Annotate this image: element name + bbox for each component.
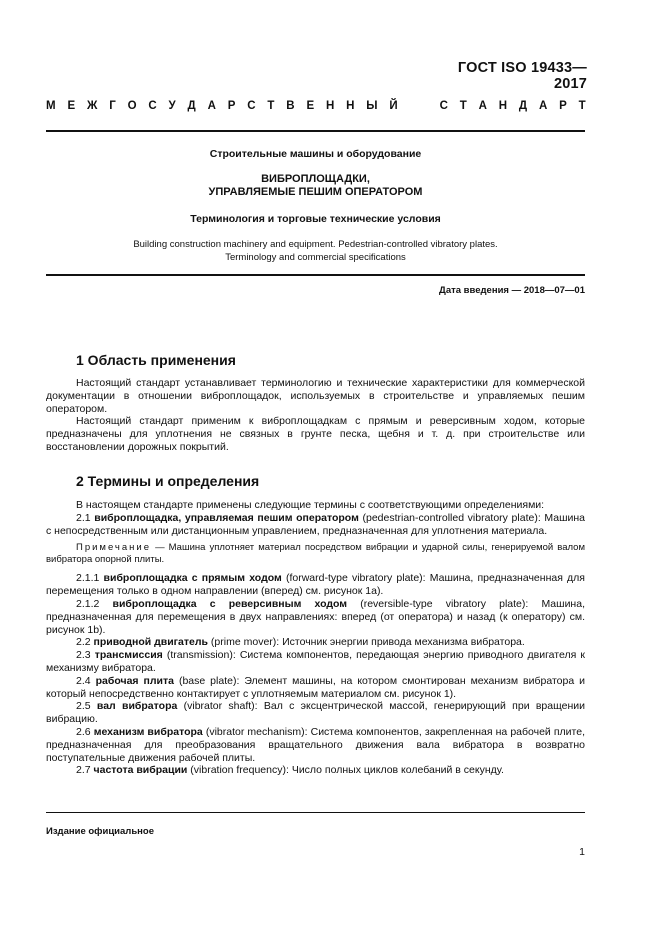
section2-intro: В настоящем стандарте применены следующие термины с соответствующими определениями:: [76, 499, 545, 511]
banner-letter: Р: [559, 100, 567, 112]
note-text: — Машина уплотняет материал посредством вибрации и ударной силы, генерируемой валом вибратора опорной плиты.: [46, 542, 585, 566]
section1-paragraph1: Настоящий стандарт устанавливает терминологию и технические характеристики для коммерческой документации в отношении виброплощадок, используемых в строительстве и управляемых пешим оператором.: [46, 377, 585, 415]
banner-letter: Н: [498, 100, 508, 112]
main-title: [46, 173, 585, 199]
banner-letter: Ы: [366, 100, 378, 112]
official-edition: Издание официальное: [46, 826, 154, 837]
term-name: приводной двигатель: [93, 636, 209, 649]
term-number: 2.3: [76, 649, 95, 662]
banner-letter: Д: [187, 100, 196, 112]
section2-body: [46, 499, 585, 777]
term-name: рабочая плита: [95, 674, 174, 687]
section1-paragraph2: Настоящий стандарт применим к виброплощадкам с прямым и реверсивным ходом, которые предназначены для уплотнения не связных в грунте песка, щебня и т. д. при строительстве или восстановлении дорожных покрытий.: [46, 415, 585, 453]
banner-letter: Т: [459, 100, 467, 112]
term-definition: (prime mover): Источник энергии привода механизма вибратора.: [208, 636, 525, 649]
term-definition: (vibration frequency): Число полных циклов колебаний в секунду.: [187, 764, 504, 777]
main-title-line2: УПРАВЛЯЕМЫЕ ПЕШИМ ОПЕРАТОРОМ: [208, 186, 423, 198]
english-title-line2: Terminology and commercial specifications: [225, 252, 406, 263]
banner-letter: Й: [389, 100, 398, 112]
note-label: Примечание: [76, 542, 151, 554]
top-rule: [46, 130, 585, 132]
introduction-date: Дата введения — 2018—07—01: [439, 285, 585, 296]
banner-letter: О: [127, 100, 137, 112]
banner-letter: Г: [109, 100, 116, 112]
banner-letter: С: [439, 100, 448, 112]
subtitle: Терминология и торговые технические условия: [190, 213, 441, 225]
term-name: виброплощадка, управляемая пешим оператором: [94, 511, 359, 524]
banner-letter: В: [286, 100, 295, 112]
banner-letter: Ж: [86, 100, 98, 112]
banner-letter: Н: [325, 100, 335, 112]
section1-heading: 1 Область применения: [76, 352, 236, 368]
banner-letter: Т: [267, 100, 275, 112]
section1-body: [46, 377, 585, 454]
term-number: 2.2: [76, 636, 94, 649]
banner-letter: Е: [67, 100, 76, 112]
term-2-1-2: [46, 598, 585, 636]
banner-letter: А: [538, 100, 548, 112]
term-number: 2.1.1: [76, 572, 104, 585]
section2-heading: 2 Термины и определения: [76, 473, 260, 489]
banner-letter: А: [207, 100, 216, 112]
term-name: виброплощадка с реверсивным ходом: [112, 597, 348, 610]
page-number: 1: [579, 846, 585, 858]
term-2-1: [46, 512, 585, 538]
banner-letter: Е: [306, 100, 315, 112]
term-definition: (transmission): Система компонентов, передающая энергию приводного двигателя к механизму вибратора.: [46, 649, 585, 674]
term-number: 2.7: [76, 764, 94, 777]
banner-letter: Т: [578, 100, 586, 112]
term-2-5: [46, 700, 585, 726]
banner-letter: Д: [518, 100, 528, 112]
term-2-2: [46, 636, 585, 649]
banner-letter: С: [247, 100, 256, 112]
banner-letter: М: [46, 100, 56, 112]
banner-letter: У: [168, 100, 176, 112]
term-number: 2.1: [76, 511, 95, 524]
banner-letter: [409, 100, 412, 112]
term-definition: (base plate): Элемент машины, на котором смонтирован механизм вибратора и который непосредственно контактирует с уплотняемым материалом см. рисунок 1).: [46, 674, 586, 700]
term-name: механизм вибратора: [93, 725, 203, 738]
footer-rule: [46, 812, 585, 813]
term-definition: (vibrator shaft): Вал с эксцентрической массой, генерирующий при вращении вибрацию.: [46, 700, 585, 726]
banner-letter: С: [148, 100, 157, 112]
banner-letter: Р: [227, 100, 236, 112]
term-definition: (pedestrian-controlled vibratory plate): Машина с непосредственным или дистанционным управлением, предназначенная для уплотнения материала.: [46, 511, 585, 537]
term-2-4: [46, 675, 585, 701]
term-name: трансмиссия: [94, 649, 163, 662]
term-2-1-1: [46, 572, 585, 598]
interstate-standard-banner: [46, 100, 586, 112]
category-title: Строительные машины и оборудование: [209, 148, 422, 160]
term-definition: (reversible-type vibratory plate): Машина, предназначенная для перемещения в двух направлениях: вперед (от оператора) и назад (к оператору) см. рисунок 1b).: [46, 597, 585, 636]
english-title: [46, 238, 585, 264]
note: [46, 542, 585, 566]
title-rule: [46, 274, 585, 276]
banner-letter: Н: [346, 100, 355, 112]
term-2-3: [46, 649, 585, 675]
term-name: частота вибрации: [93, 764, 188, 777]
banner-letter: А: [478, 100, 487, 112]
term-name: вал вибратора: [96, 700, 178, 713]
term-2-7: [46, 764, 585, 777]
term-number: 2.6: [76, 725, 94, 738]
english-title-line1: Building construction machinery and equipment. Pedestrian-controlled vibratory plates.: [133, 239, 498, 250]
term-number: 2.5: [76, 700, 97, 713]
term-number: 2.1.2: [76, 597, 113, 610]
term-name: виброплощадка с прямым ходом: [103, 572, 282, 585]
banner-letter: [425, 100, 428, 112]
term-number: 2.4: [76, 674, 96, 687]
main-title-line1: ВИБРОПЛОЩАДКИ,: [261, 173, 370, 185]
standard-code: ГОСТ ISO 19433—2017: [457, 60, 587, 92]
term-definition: (forward-type vibratory plate): Машина, предназначенная для перемещения только в одном направлении (вперед) см. рисунок 1а).: [46, 572, 585, 598]
term-definition: (vibrator mechanism): Система компонентов, закрепленная на рабочей плите, предназначенная для преобразования вращательного движения вала вибратора в возвратно поступательные движения рабочей плиты.: [46, 725, 585, 764]
term-2-6: [46, 726, 585, 764]
